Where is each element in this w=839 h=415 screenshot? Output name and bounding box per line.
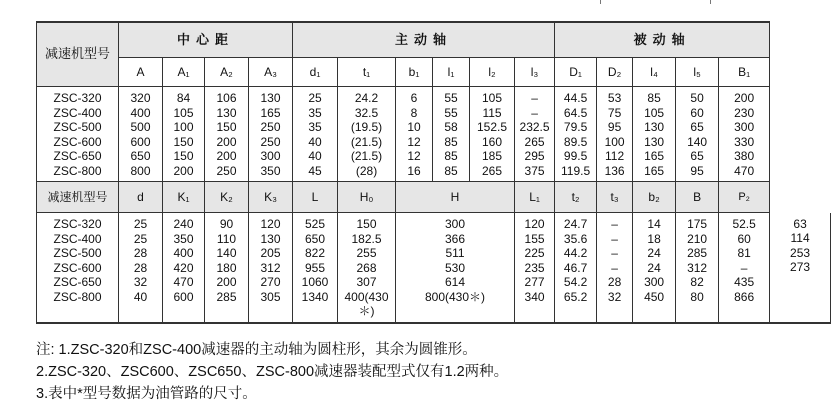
cell-value: 130 (644, 120, 665, 134)
cell-value: 24.7 (563, 217, 588, 231)
cell-value: 270 (260, 275, 281, 289)
cell-value: 12 (407, 134, 421, 149)
cell-value: – (740, 260, 748, 275)
cell-value: 255 (356, 246, 377, 260)
col-header: D₂ (597, 58, 633, 87)
cell-value: 28 (133, 260, 148, 275)
reducer-spec-table (36, 21, 831, 324)
col-header: B₁ (719, 58, 770, 87)
cell-value: 84 (176, 91, 191, 105)
cell-value: 14 (647, 217, 661, 231)
col-header: d₁ (293, 58, 338, 87)
model-name: ZSC-500 (53, 246, 102, 260)
value-column (396, 87, 433, 182)
value-column (249, 213, 293, 323)
value-column (515, 87, 555, 182)
cell-value: 40 (308, 149, 322, 163)
cell-value: 40 (133, 289, 148, 304)
col-header: A₂ (205, 58, 249, 87)
col-header: L (293, 182, 338, 213)
cell-value: 119.5 (561, 163, 591, 178)
cell-value: 6 (410, 91, 418, 105)
cell-value: 366 (445, 231, 466, 246)
cell-value: 65.2 (563, 289, 588, 304)
cell-value: 650 (305, 231, 326, 246)
cell-value: 140 (687, 134, 708, 149)
cell-value: 32 (133, 275, 148, 289)
cell-value: 375 (524, 163, 545, 178)
cell-value: 54.2 (563, 275, 588, 289)
lower-header-row (37, 182, 831, 213)
model-name: ZSC-400 (53, 231, 102, 246)
value-column (249, 87, 293, 182)
cell-value: – (611, 260, 618, 275)
cell-value: 511 (445, 246, 465, 260)
col-header: H (396, 182, 515, 213)
cell-value: 265 (482, 163, 503, 178)
cell-value: 120 (260, 217, 281, 231)
cell-value: 200 (216, 149, 237, 163)
cell-value: 12 (407, 149, 421, 163)
cell-value: 32 (607, 289, 622, 304)
cell-value: 130 (260, 231, 281, 246)
cell-value: 165 (644, 163, 665, 178)
model-name: ZSC-650 (53, 149, 102, 163)
driven-shaft-group: 被动轴 (555, 22, 770, 58)
value-column (396, 213, 515, 323)
col-header: A₁ (163, 58, 205, 87)
col-header: L₁ (515, 182, 555, 213)
value-column (433, 87, 470, 182)
model-label-2: 减速机型号 (37, 182, 119, 213)
cell-value: (19.5) (350, 120, 383, 134)
value-column (770, 213, 831, 323)
cell-value: 44.2 (563, 246, 588, 260)
cell-value: 380 (734, 149, 755, 163)
cell-value: 85 (647, 91, 661, 105)
cell-value: 90 (219, 217, 234, 231)
value-column (338, 213, 396, 323)
cell-value: 114 (790, 231, 810, 245)
cell-value: – (531, 91, 538, 105)
model-name: ZSC-600 (53, 260, 102, 275)
cell-value: 45 (308, 163, 322, 178)
cell-value: 18 (647, 231, 661, 246)
cell-value: 400 (173, 246, 194, 260)
value-column (555, 87, 597, 182)
cell-value: 100 (173, 120, 194, 134)
top-mark (600, 0, 601, 4)
cell-value: 530 (445, 260, 466, 275)
note-line: 注: 1.ZSC-320和ZSC-400减速器的主动轴为圆柱形，其余为圆锥形。 (36, 342, 477, 358)
cell-value: 295 (524, 149, 545, 163)
cell-value: 450 (644, 289, 665, 304)
cell-value: 99.5 (563, 149, 588, 163)
cell-value: 89.5 (563, 134, 588, 149)
col-header: A₃ (249, 58, 293, 87)
value-column (119, 213, 163, 323)
cell-value: 150 (173, 134, 194, 149)
cell-value: 100 (604, 134, 625, 149)
cell-value: 232.5 (519, 120, 550, 134)
cell-value: 65 (690, 120, 704, 134)
cell-value: 300 (260, 149, 281, 163)
cell-value: 470 (734, 163, 755, 178)
bottom-data-row (37, 213, 831, 323)
cell-value: – (611, 217, 618, 231)
cell-value: 200 (216, 275, 237, 289)
cell-value: 307 (356, 275, 377, 289)
cell-value: 500 (130, 120, 151, 134)
cell-value: 85 (444, 163, 458, 178)
cell-value: 205 (260, 246, 281, 260)
col-header: K₁ (163, 182, 205, 213)
cell-value: 85 (444, 149, 458, 163)
cell-value: – (531, 105, 538, 120)
cell-value: 64.5 (563, 105, 588, 120)
cell-value: 250 (216, 163, 237, 178)
cell-value: 130 (644, 134, 665, 149)
cell-value: 136 (604, 163, 625, 178)
value-column (119, 87, 163, 182)
model-name: ZSC-600 (53, 134, 102, 149)
value-column (676, 87, 719, 182)
cell-value: 80 (690, 289, 704, 304)
cell-value: 200 (173, 163, 194, 178)
cell-value: 35 (308, 105, 322, 120)
col-header: D₁ (555, 58, 597, 87)
model-name: ZSC-500 (53, 120, 102, 134)
cell-value: 277 (524, 275, 545, 289)
value-column (515, 213, 555, 323)
cell-value: 340 (524, 289, 545, 304)
cell-value: 210 (687, 231, 708, 246)
notes (36, 339, 508, 405)
col-header: H₀ (338, 182, 396, 213)
cell-value: 65 (690, 149, 704, 163)
cell-value: 420 (173, 260, 194, 275)
cell-value: 95 (690, 163, 704, 178)
cell-value: 300 (445, 217, 466, 231)
cell-value: 105 (482, 91, 503, 105)
col-header: l₃ (515, 58, 555, 87)
cell-value: 866 (734, 289, 755, 304)
cell-value: 400 (130, 105, 151, 120)
model-name: ZSC-320 (53, 91, 102, 105)
model-name: ZSC-650 (53, 275, 102, 289)
cell-value: 58 (444, 120, 458, 134)
cell-value: (28) (355, 163, 378, 178)
cell-value: 85 (444, 134, 458, 149)
col-header: l₁ (433, 58, 470, 87)
cell-value: 110 (216, 231, 237, 246)
cell-value: 46.7 (563, 260, 588, 275)
cell-value: 600 (130, 134, 151, 149)
cell-value: 53 (607, 91, 622, 105)
value-column (470, 87, 515, 182)
col-header: t₂ (555, 182, 597, 213)
col-header: B (676, 182, 719, 213)
cell-value: 273 (790, 260, 811, 274)
cell-value: 81 (737, 246, 751, 260)
note-line: 3.表中*型号数据为油管路的尺寸。 (36, 386, 257, 402)
cell-value: 300 (644, 275, 665, 289)
cell-value: 140 (216, 246, 237, 260)
model-name: ZSC-400 (53, 105, 102, 120)
cell-value: 240 (173, 217, 194, 231)
value-column (719, 213, 770, 323)
col-header: b₁ (396, 58, 433, 87)
cell-value: 105 (173, 105, 194, 120)
cell-value: 40 (308, 134, 322, 149)
model-cell (37, 213, 119, 323)
value-column (163, 213, 205, 323)
cell-value: 24 (647, 260, 661, 275)
center-distance-group: 中心距 (119, 22, 293, 58)
cell-value: 25 (133, 217, 148, 231)
cell-value: 52.5 (732, 217, 756, 231)
cell-value: 800(430＊) (424, 289, 486, 304)
cell-value: 350 (173, 231, 194, 246)
cell-value: 253 (790, 245, 811, 260)
cell-value: 165 (644, 149, 665, 163)
value-column (293, 213, 338, 323)
col-header: d (119, 182, 163, 213)
cell-value: 285 (216, 289, 237, 304)
col-header: l₄ (633, 58, 676, 87)
cell-value: 160 (482, 134, 503, 149)
driving-shaft-group: 主动轴 (293, 22, 555, 58)
cell-value: 300 (734, 120, 755, 134)
cell-value: 250 (260, 134, 281, 149)
cell-value: 35 (308, 120, 322, 134)
cell-value: 650 (130, 149, 151, 163)
cell-value: 350 (260, 163, 281, 178)
cell-value: 32.5 (354, 105, 379, 120)
cell-value: 152.5 (477, 120, 508, 134)
cell-value: 614 (445, 275, 466, 289)
cell-value: 822 (305, 246, 326, 260)
cell-value: 60 (690, 105, 704, 120)
cell-value: 200 (216, 134, 237, 149)
cell-value: 180 (216, 260, 237, 275)
cell-value: 24.2 (354, 91, 379, 105)
cell-value: 600 (173, 289, 194, 304)
cell-value: 285 (687, 246, 708, 260)
cell-value: 330 (734, 134, 755, 149)
cell-value: 185 (482, 149, 503, 163)
value-column (597, 213, 633, 323)
col-header: K₃ (249, 182, 293, 213)
value-column (676, 213, 719, 323)
cell-value: 268 (356, 260, 377, 275)
cell-value: 130 (216, 105, 237, 120)
cell-value: 312 (687, 260, 708, 275)
cell-value: 155 (524, 231, 545, 246)
col-header: t₁ (338, 58, 396, 87)
cell-value: – (611, 231, 618, 246)
cell-value: 10 (407, 120, 421, 134)
value-column (719, 87, 770, 182)
model-name: ZSC-320 (53, 217, 102, 231)
cell-value: 182.5 (351, 231, 382, 246)
cell-value: 235 (524, 260, 545, 275)
top-data-row (37, 87, 831, 182)
col-header: l₅ (676, 58, 719, 87)
value-column (293, 87, 338, 182)
col-header: K₂ (205, 182, 249, 213)
cell-value: 130 (260, 91, 281, 105)
cell-value: 1060 (301, 275, 329, 289)
cell-value: 25 (133, 231, 148, 246)
cell-value: – (611, 246, 618, 260)
cell-value: 16 (407, 163, 421, 178)
cell-value: 525 (305, 217, 326, 231)
col-header: t₃ (597, 182, 633, 213)
note-line: 2.ZSC-320、ZSC600、ZSC650、ZSC-800减速器装配型式仅有1.2两种。 (36, 364, 509, 380)
cell-value: 200 (734, 91, 755, 105)
cell-value: 28 (607, 275, 622, 289)
top-mark (710, 0, 711, 4)
value-column (338, 87, 396, 182)
model-name: ZSC-800 (53, 289, 102, 304)
col-header: l₂ (470, 58, 515, 87)
value-column (633, 87, 676, 182)
cell-value: 435 (734, 275, 755, 289)
cell-value: 50 (690, 91, 704, 105)
col-header: b₂ (633, 182, 676, 213)
model-name: ZSC-800 (53, 163, 102, 178)
cell-value: 1340 (301, 289, 329, 304)
cell-value: 25 (308, 91, 322, 105)
col-header: A (119, 58, 163, 87)
cell-value: 320 (130, 91, 151, 105)
cell-value: 115 (482, 105, 502, 120)
col-header: P₂ (719, 182, 770, 213)
column-header-row (37, 58, 831, 87)
cell-value: (21.5) (350, 149, 383, 163)
cell-value: 175 (687, 217, 708, 231)
value-column (205, 87, 249, 182)
cell-value: 44.5 (563, 91, 588, 105)
cell-value: 24 (647, 246, 661, 260)
cell-value: 800 (130, 163, 151, 178)
cell-value: 955 (305, 260, 326, 275)
cell-value: 106 (216, 91, 237, 105)
cell-value: 28 (133, 246, 148, 260)
cell-value: 312 (260, 260, 281, 275)
cell-value: 105 (644, 105, 665, 120)
value-column (163, 87, 205, 182)
model-cell (37, 87, 119, 182)
cell-value: 225 (524, 246, 545, 260)
cell-value: 82 (690, 275, 704, 289)
cell-value: 265 (524, 134, 545, 149)
cell-value: 112 (605, 149, 625, 163)
cell-value: 165 (260, 105, 281, 120)
cell-value: 55 (444, 105, 458, 120)
cell-value: 63 (793, 216, 807, 231)
value-column (205, 213, 249, 323)
group-header-row (37, 22, 831, 58)
value-column (555, 213, 597, 323)
cell-value: 35.6 (563, 231, 588, 246)
cell-value: 400(430＊) (344, 289, 389, 318)
cell-value: 60 (737, 231, 751, 246)
model-label: 减速机型号 (37, 22, 119, 87)
cell-value: 8 (410, 105, 418, 120)
cell-value: 150 (173, 149, 194, 163)
cell-value: 95 (607, 120, 622, 134)
cell-value: 230 (734, 105, 755, 120)
cell-value: 305 (260, 289, 281, 304)
cell-value: 75 (607, 105, 622, 120)
cell-value: 55 (444, 91, 458, 105)
cell-value: (21.5) (350, 134, 383, 149)
cell-value: 150 (216, 120, 237, 134)
value-column (633, 213, 676, 323)
value-column (597, 87, 633, 182)
cell-value: 79.5 (563, 120, 588, 134)
cell-value: 250 (260, 120, 281, 134)
cell-value: 470 (173, 275, 194, 289)
cell-value: 150 (356, 217, 377, 231)
cell-value: 120 (524, 217, 545, 231)
